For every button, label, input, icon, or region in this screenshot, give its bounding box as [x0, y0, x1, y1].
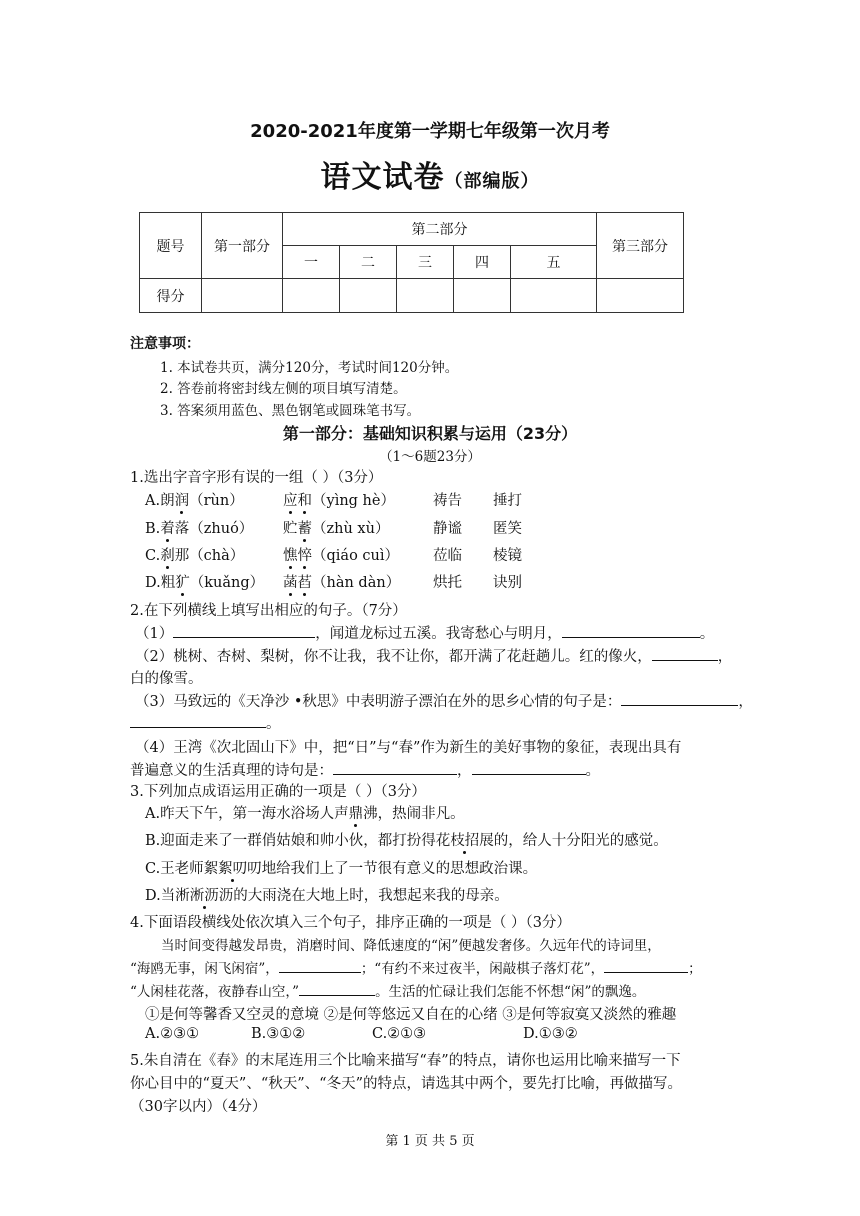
col-part2-4: 四: [454, 246, 511, 279]
section-heading: 第一部分：基础知识积累与运用（23分）: [282, 424, 578, 443]
score-cell[interactable]: [597, 279, 684, 313]
pinyin: （hàn dàn）: [312, 575, 401, 591]
subject-name: 语文试卷: [320, 160, 445, 195]
line-text: （2）桃树、杏树、梨树，你不让我，我不让你，都开满了花赶趟儿。红的像火，: [135, 649, 652, 665]
answer-blank[interactable]: [173, 623, 315, 638]
col-part2-3: 三: [397, 246, 454, 279]
answer-blank[interactable]: [604, 958, 688, 973]
col-part3: 第三部分: [597, 213, 684, 279]
dotted-char: 着: [160, 521, 175, 537]
exam-title: 2020-2021年度第一学期七年级第一次月考: [250, 121, 610, 142]
q4-stem: 4.下面语段横线处依次填入三个句子，排序正确的一项是（ ）（3分）: [130, 915, 571, 931]
q1-option-d: [145, 571, 264, 592]
line-text: C.王老师: [145, 861, 204, 877]
line-text: ；“有约不来过夜半，闲敲棋子落灯花”，: [360, 961, 605, 977]
q1-option-c: [145, 544, 244, 565]
q2-line4: （4）王湾《次北固山下》中，把“日”与“春”作为新生的美好事物的象征，表现出具有: [135, 740, 682, 756]
notes-heading: 注意事项：: [130, 336, 200, 352]
q3-option-b: [145, 829, 668, 850]
row-score-label: 得分: [140, 279, 202, 313]
punct: 。: [585, 763, 600, 779]
col-part2-5: 五: [511, 246, 597, 279]
answer-blank[interactable]: [130, 713, 266, 728]
dotted-idiom: 声鼎沸: [334, 806, 378, 822]
word: 落: [174, 521, 190, 537]
punct: ，: [457, 763, 472, 779]
q3-option-a: [145, 802, 465, 823]
score-cell[interactable]: [340, 279, 397, 313]
punct: 。: [699, 626, 715, 642]
q1-word: 匿笑: [493, 521, 522, 537]
q4-passage-line2: [130, 957, 702, 977]
q4-choice-c[interactable]: C.②①③: [372, 1026, 427, 1042]
dotted-char: 萏: [297, 575, 312, 591]
pinyin: （chà）: [189, 548, 245, 564]
line-text: “人闲桂花落，夜静春山空，”: [130, 984, 300, 1000]
score-cell[interactable]: [202, 279, 283, 313]
score-cell[interactable]: [454, 279, 511, 313]
word: 粗: [160, 575, 176, 591]
pinyin: （yìng hè）: [312, 493, 395, 509]
col-part2-1: 一: [283, 246, 340, 279]
score-cell[interactable]: [511, 279, 597, 313]
q1-word: 诀别: [493, 575, 522, 591]
pinyin: （zhù xù）: [312, 521, 390, 537]
dotted-char: 蓄: [297, 521, 312, 537]
answer-blank[interactable]: [299, 981, 375, 996]
q4-choice-a[interactable]: A.②③①: [145, 1026, 200, 1042]
line-text: ，热闹非凡。: [377, 806, 465, 822]
q1-option-a-b: [283, 489, 395, 510]
line-text: （3）马致远的《天净沙 •秋思》中表明游子漂泊在外的思乡心情的句子是：: [135, 694, 622, 710]
col-qnum: 题号: [140, 213, 202, 279]
dotted-char: 润: [174, 493, 190, 509]
col-part1: 第一部分: [202, 213, 283, 279]
word: 朗: [160, 493, 175, 509]
q1-word: 捶打: [493, 493, 522, 509]
answer-blank[interactable]: [652, 646, 718, 661]
page-footer: 第 1 页 共 5 页: [385, 1134, 475, 1149]
note-item: 1. 本试卷共页，满分120分，考试时间120分钟。: [160, 360, 459, 376]
section-subheading: （1～6题23分）: [379, 449, 481, 465]
pinyin: （qiáo cuì）: [312, 548, 399, 564]
q3-option-d: [145, 884, 509, 905]
line-text: B.迎面走来了一群俏姑娘和帅小伙，都打扮得: [145, 833, 436, 849]
q4-options: ①是何等馨香又空灵的意境 ②是何等悠远又自在的心绪 ③是何等寂寞又淡然的雅趣: [145, 1007, 677, 1023]
answer-blank[interactable]: [279, 958, 361, 973]
answer-blank[interactable]: [472, 760, 586, 775]
score-cell[interactable]: [283, 279, 340, 313]
q1-word: 静谧: [433, 521, 462, 537]
q2-line3: [135, 690, 753, 711]
q5-line1: 5.朱自清在《春》的末尾连用三个比喻来描写“春”的特点，请你也运用比喻来描写一下: [130, 1053, 681, 1069]
line-text: D.当: [145, 888, 176, 904]
q2-stem: 2.在下列横线上填写出相应的句子。（7分）: [130, 603, 407, 619]
answer-blank[interactable]: [562, 623, 700, 638]
q2-line2-cont: 白的像雪。: [130, 671, 203, 687]
q1-word: 祷告: [433, 493, 462, 509]
q1-option-a: [145, 489, 244, 510]
q1-word: 莅临: [433, 548, 462, 564]
q2-line1: [135, 622, 714, 643]
pinyin: （rùn）: [189, 493, 244, 509]
q4-choice-b[interactable]: B.③①②: [251, 1026, 306, 1042]
q1-option-d-b: [283, 571, 400, 592]
option-letter: B.: [145, 521, 161, 537]
q1-stem: 1.选出字音字形有误的一组（ ）（3分）: [130, 470, 383, 486]
option-letter: D.: [145, 575, 161, 591]
line-text: 地给我们上了一节很有意义的思想政治课。: [261, 861, 538, 877]
q1-word: 棱镜: [493, 548, 522, 564]
q4-passage-line1: 当时间变得越发昂贵，消磨时间、降低速度的“闲”便越发奢侈。久远年代的诗词里，: [161, 938, 661, 954]
q1-option-b: [145, 517, 253, 538]
score-cell[interactable]: [397, 279, 454, 313]
col-part2: 第二部分: [283, 213, 597, 246]
dotted-idiom: 絮絮叨叨: [203, 861, 262, 877]
pinyin: （kuǎng）: [189, 575, 265, 591]
line-text: A.昨天下午，第一海水浴场人: [145, 806, 335, 822]
dotted-char: 应: [283, 493, 298, 509]
dotted-char: 和: [297, 493, 312, 509]
q1-option-c-b: [283, 544, 399, 565]
line-text: 。生活的忙碌让我们怎能不怀想“闲”的飘逸。: [375, 984, 646, 1000]
pinyin: （zhuó）: [189, 521, 254, 537]
answer-blank[interactable]: [333, 760, 457, 775]
q2-line4-cont: [130, 759, 600, 780]
line-text: 的大雨浇在大地上时，我想起来我的母亲。: [233, 888, 509, 904]
dotted-char: 刹: [160, 548, 175, 564]
punct: ，: [738, 694, 753, 710]
q1-option-b-b: [283, 517, 389, 538]
q4-choice-d[interactable]: D.①③②: [523, 1026, 578, 1042]
punct: ；: [688, 961, 702, 977]
dotted-char: 犷: [175, 575, 190, 591]
note-item: 3. 答案须用蓝色、黑色钢笔或圆珠笔书写。: [160, 403, 421, 419]
dotted-char: 悴: [297, 548, 312, 564]
edition-label: （部编版）: [444, 171, 540, 192]
item-number: （1）: [135, 626, 174, 642]
q4-passage-line3: [130, 980, 645, 1000]
line-text: 普遍意义的生活真理的诗句是：: [130, 763, 333, 779]
q3-stem: 3.下列加点成语运用正确的一项是（ ）（3分）: [130, 784, 426, 800]
line-text: ，闻道龙标过五溪。我寄愁心与明月，: [315, 626, 562, 642]
word: 贮: [283, 521, 298, 537]
subject-title: [0, 152, 860, 196]
col-part2-2: 二: [340, 246, 397, 279]
line-text: 的，给人十分阳光的感觉。: [493, 833, 668, 849]
q2-line2: [135, 645, 732, 666]
line-text: “海鸥无事，闲飞闲宿”，: [130, 961, 279, 977]
q5-line2: 你心目中的“夏天”、“秋天”、“冬天”的特点，请选其中两个，要先打比喻，再做描写。: [130, 1076, 682, 1092]
dotted-idiom: 淅淅沥沥: [175, 888, 234, 904]
punct: ，: [717, 649, 733, 665]
option-letter: A.: [145, 493, 161, 509]
option-letter: C.: [145, 548, 161, 564]
q1-word: 烘托: [433, 575, 462, 591]
dotted-idiom: 花枝招展: [435, 833, 494, 849]
q2-line3-cont: [130, 712, 281, 733]
answer-blank[interactable]: [621, 691, 738, 706]
q3-option-c: [145, 857, 537, 878]
word: 那: [174, 548, 190, 564]
note-item: 2. 答卷前将密封线左侧的项目填写清楚。: [160, 381, 407, 397]
punct: 。: [266, 716, 281, 732]
score-table: [139, 212, 684, 313]
q5-line3: （30字以内）（4分）: [130, 1099, 267, 1115]
dotted-char: 憔: [283, 548, 298, 564]
dotted-char: 菡: [283, 575, 298, 591]
